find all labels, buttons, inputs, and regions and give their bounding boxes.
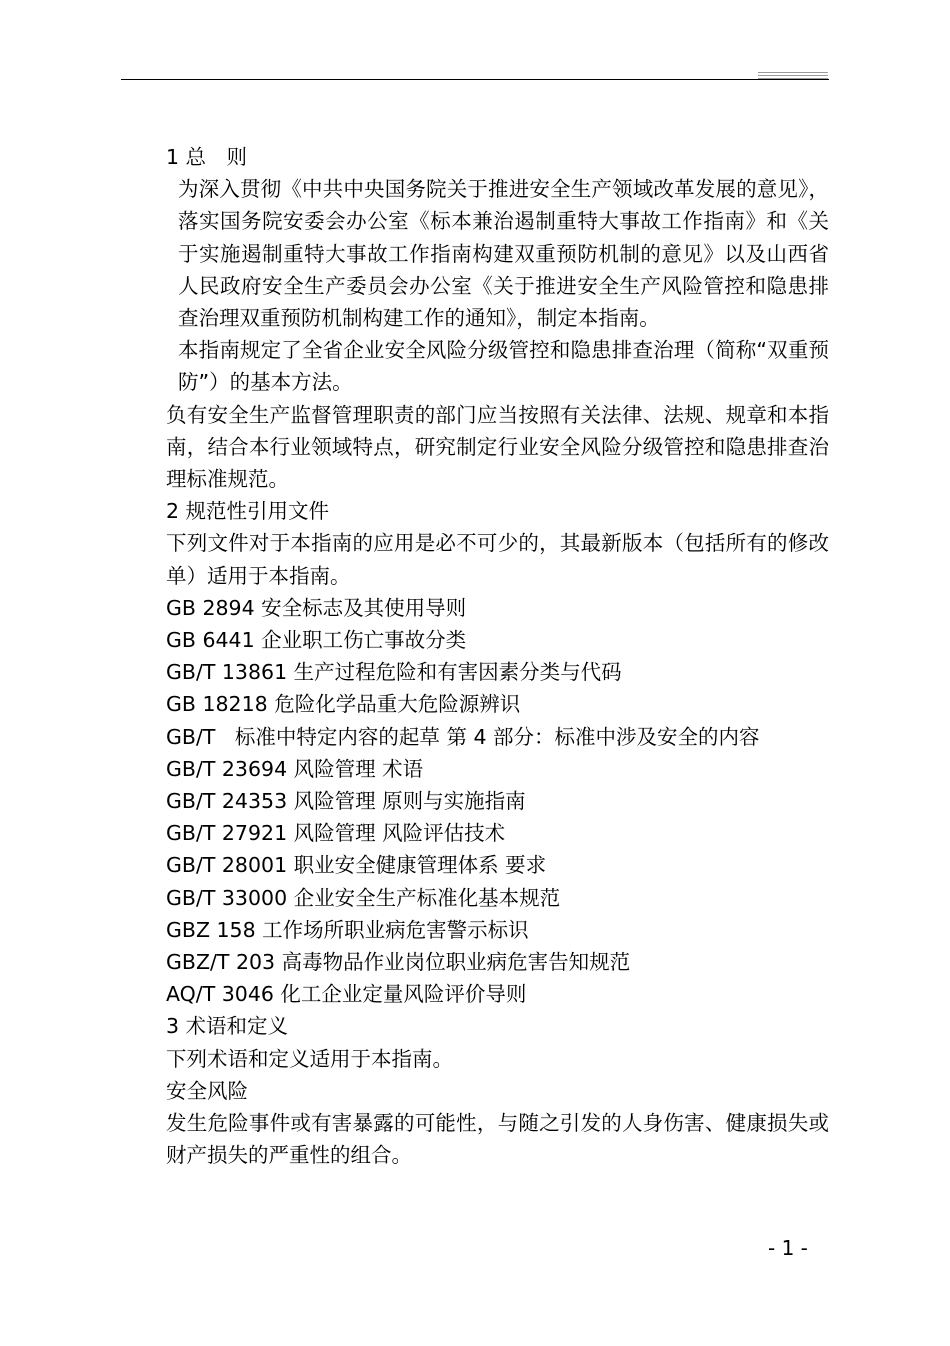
reference-item: GBZ 158 工作场所职业病危害警示标识 — [166, 917, 529, 942]
reference-item: GB/T 27921 风险管理 风险评估技术 — [166, 821, 506, 846]
header-corner-lines — [758, 72, 828, 81]
reference-item: GB/T 28001 职业安全健康管理体系 要求 — [166, 853, 547, 878]
term-title: 安全风险 — [166, 1078, 248, 1103]
paragraph-purpose: 为深入贯彻《中共中央国务院关于推进安全生产领域改革发展的意见》，落实国务院安委会办公室《标本兼治遏制重特大事故工作指南》和《关于实施遏制重特大事故工作指南构建双重预防机制的意见》以及山西省人民政府安全生产委员会办公室《关于推进安全生产风险管控和隐患排查治理双重预防机制构建工作的通知》，制定本指南。 — [178, 177, 829, 331]
section-heading-general: 1 总 则 — [166, 145, 248, 169]
document-body — [123, 141, 829, 1172]
reference-item: GB 6441 企业职工伤亡事故分类 — [166, 628, 467, 653]
reference-item: GB 2894 安全标志及其使用导则 — [166, 595, 467, 620]
reference-item: GBZ/T 203 高毒物品作业岗位职业病危害告知规范 — [166, 950, 631, 975]
paragraph-references-intro: 下列文件对于本指南的应用是必不可少的，其最新版本（包括所有的修改单）适用于本指南。 — [166, 531, 829, 588]
paragraph-responsibility: 负有安全生产监督管理职责的部门应当按照有关法律、法规、规章和本指南，结合本行业领域特点，研究制定行业安全风险分级管控和隐患排查治理标准规范。 — [166, 402, 829, 492]
reference-item: AQ/T 3046 化工企业定量风险评价导则 — [166, 982, 527, 1007]
header-rule — [121, 79, 829, 80]
paragraph-terms-intro: 下列术语和定义适用于本指南。 — [166, 1046, 453, 1071]
reference-item: GB 18218 危险化学品重大危险源辨识 — [166, 692, 521, 717]
reference-item: GB/T 标准中特定内容的起草 第 4 部分：标准中涉及安全的内容 — [166, 724, 760, 749]
paragraph-scope: 本指南规定了全省企业安全风险分级管控和隐患排查治理（简称“双重预防”）的基本方法。 — [178, 338, 829, 395]
page-number: - 1 - — [768, 1236, 808, 1260]
section-heading-references: 2 规范性引用文件 — [166, 499, 330, 524]
reference-item: GB/T 13861 生产过程危险和有害因素分类与代码 — [166, 660, 622, 685]
term-definition: 发生危险事件或有害暴露的可能性，与随之引发的人身伤害、健康损失或财产损失的严重性的组合。 — [166, 1111, 829, 1168]
reference-item: GB/T 23694 风险管理 术语 — [166, 756, 424, 781]
reference-item: GB/T 24353 风险管理 原则与实施指南 — [166, 789, 526, 814]
reference-item: GB/T 33000 企业安全生产标准化基本规范 — [166, 885, 561, 910]
section-heading-terms: 3 术语和定义 — [166, 1014, 289, 1039]
